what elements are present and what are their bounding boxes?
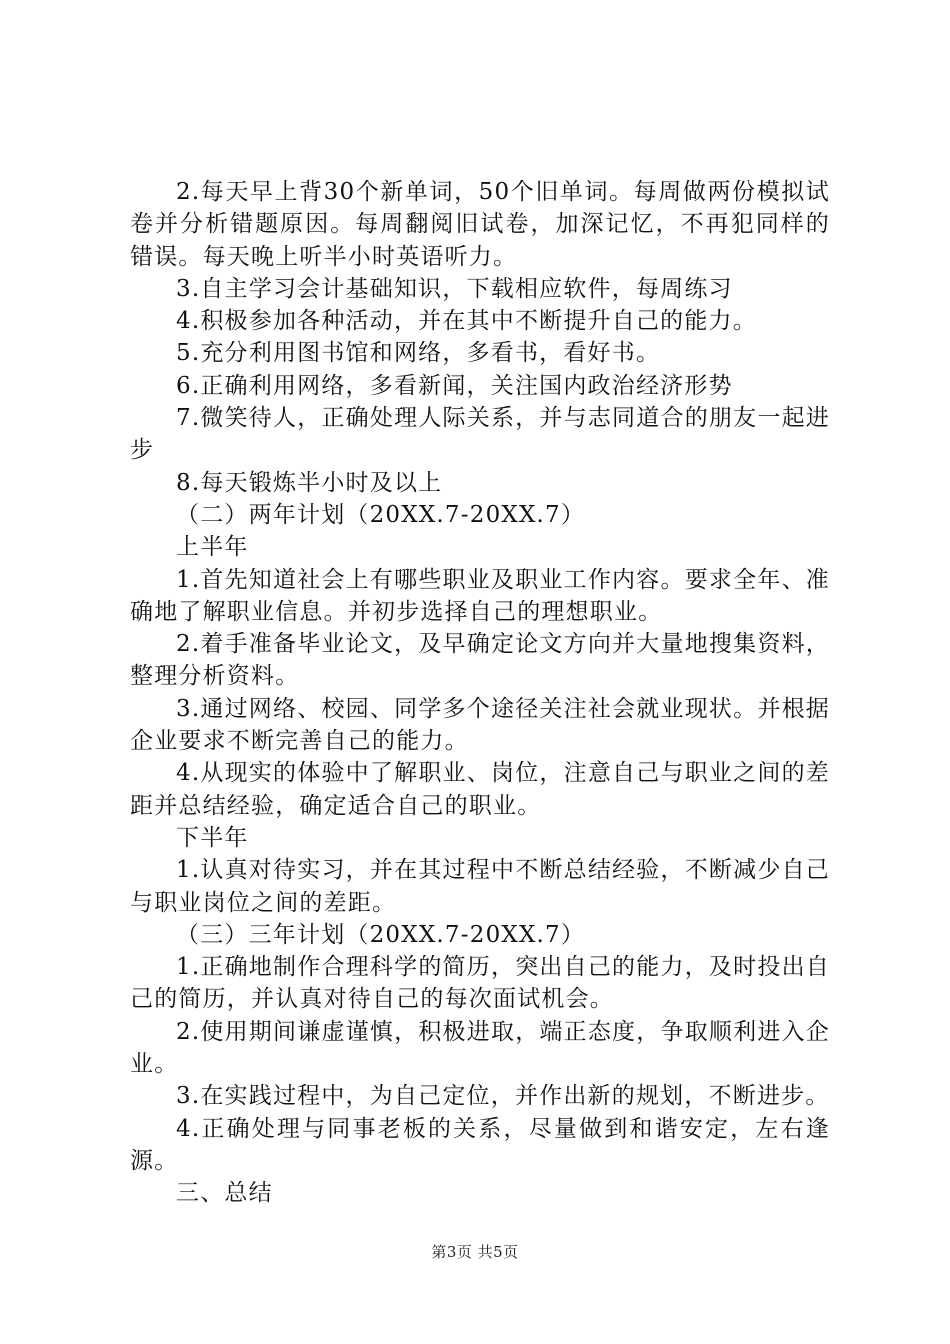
paragraph-thesis: 2.着手准备毕业论文，及早确定论文方向并大量地搜集资料，整理分析资料。 [130,631,830,690]
paragraph-library: 5.充分利用图书馆和网络，多看书，看好书。 [176,340,661,367]
paragraph-exercise: 8.每天锻炼半小时及以上 [176,469,443,496]
paragraph-internship: 1.认真对待实习，并在其过程中不断总结经验，不断减少自己与职业岗位之间的差距。 [130,857,830,916]
paragraph-positioning: 3.在实践过程中，为自己定位，并作出新的规划，不断进步。 [176,1083,830,1110]
heading-second-half: 下半年 [176,824,249,851]
paragraph-accounting: 3.自主学习会计基础知识，下载相应软件，每周练习 [176,275,733,302]
paragraph-resume: 1.正确地制作合理科学的简历，突出自己的能力，及时投出自己的简历，并认真对待自己的每次面试机会。 [130,954,830,1013]
document-body [130,176,830,1210]
paragraph-activities: 4.积极参加各种活动，并在其中不断提升自己的能力。 [176,308,757,335]
page-number-footer: 第3页 共5页 [431,1243,519,1261]
paragraph-experience: 4.从现实的体验中了解职业、岗位，注意自己与职业之间的差距并总结经验，确定适合自己的职业。 [130,760,830,819]
paragraph-study-routine: 2.每天早上背30个新单词，50个旧单词。每周做两份模拟试卷并分析错题原因。每周翻阅旧试卷，加深记忆，不再犯同样的错误。每天晚上听半小时英语听力。 [130,179,830,270]
paragraph-colleagues: 4.正确处理与同事老板的关系，尽量做到和谐安定，左右逢源。 [130,1115,830,1174]
heading-summary: 三、总结 [176,1180,273,1207]
heading-two-year-plan: （二）两年计划（20XX.7-20XX.7） [176,501,586,528]
paragraph-news: 6.正确利用网络，多看新闻，关注国内政治经济形势 [176,372,733,399]
heading-first-half: 上半年 [176,534,249,561]
paragraph-employment: 3.通过网络、校园、同学多个途径关注社会就业现状。并根据企业要求不断完善自己的能力。 [130,695,830,755]
paragraph-probation: 2.使用期间谦虚谨慎，积极进取，端正态度，争取顺利进入企业。 [130,1018,830,1078]
heading-three-year-plan: （三）三年计划（20XX.7-20XX.7） [176,921,586,948]
paragraph-career-info: 1.首先知道社会上有哪些职业及职业工作内容。要求全年、准确地了解职业信息。并初步选择自己的理想职业。 [130,566,830,625]
paragraph-relationships: 7.微笑待人，正确处理人际关系，并与志同道合的朋友一起进步 [130,405,830,464]
